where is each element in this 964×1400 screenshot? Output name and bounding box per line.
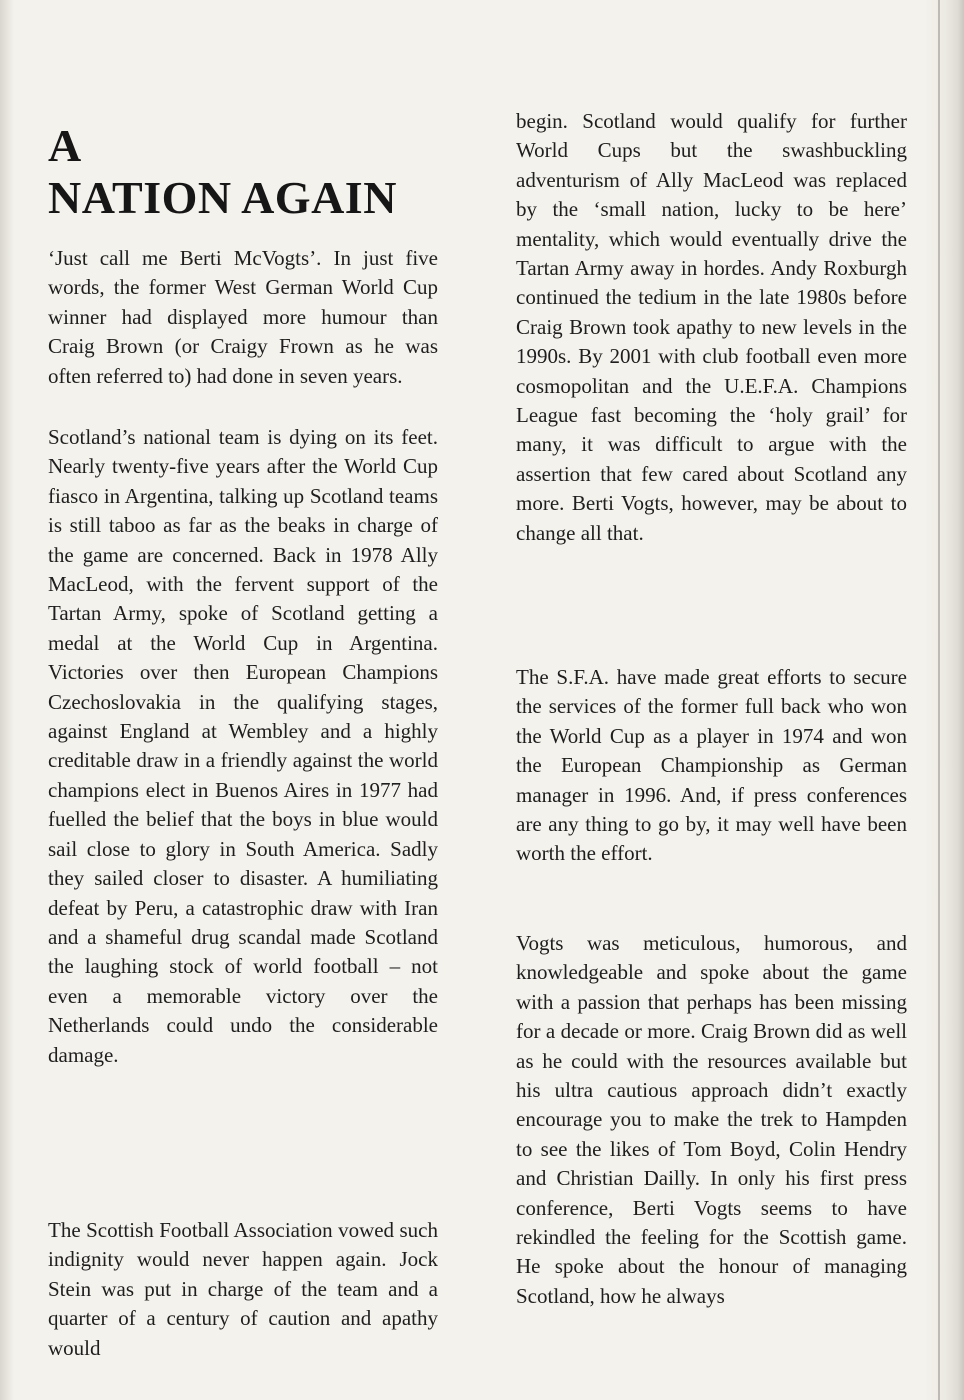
paragraph-4: The S.F.A. have made great efforts to secure the services of the former full back who won the World Cup as a player in 1974 and won the European Championship as German manager in 1996. And, if press conferences are any thing to go by, it may well have been worth the effort. — [516, 665, 907, 866]
article-headline — [48, 120, 438, 224]
right-page-edge — [924, 0, 964, 1400]
paragraph-3-part-1: The Scottish Football Association vowed such indignity would never happen again. Jock Stein was put in charge of the team and a quarter of a century of caution and apathy would — [48, 1218, 438, 1360]
paragraph-2: Scotland’s national team is dying on its feet. Nearly twenty-five years after the World Cup fiasco in Argentina, talking up Scotland teams is still taboo as far as the beaks in charge of the game are concerned. Back in 1978 Ally MacLeod, with the fervent support of the Tartan Army, spoke of Scotland getting a medal at the World Cup in Argentina. Victories over then European Champions Czechoslovakia in the qualifying stages, against England at Wembley and a highly creditable draw in a friendly against the world champions elect in Buenos Aires in 1977 had fuelled the belief that the boys in blue would sail close to glory in South America. Sadly they sailed closer to disaster. A humiliating defeat by Peru, a catastrophic draw with Iran and a shameful drug scandal made Scotland the laughing stock of world football – not even a memorable victory over the Netherlands could undo the considerable damage. — [48, 425, 438, 1067]
headline-line-2: NATION AGAIN — [48, 172, 397, 223]
page-fold-line — [938, 0, 940, 1400]
paragraph-3-part-2: begin. Scotland would qualify for further World Cups but the swashbuckling adventurism of Ally MacLeod was replaced by the ‘small nation, lucky to be here’ mentality, which would eventually drive the Tartan Army away in hordes. Andy Roxburgh continued the tedium in the late 1980s before Craig Brown took apathy to new levels in the 1990s. By 2001 with club football even more cosmopolitan and the U.E.F.A. Champions League fast becoming the ‘holy grail’ for many, it was difficult to argue with the assertion that few cared about Scotland any more. Berti Vogts, however, may be about to change all that. — [516, 109, 907, 545]
left-page-shadow — [0, 0, 14, 1400]
headline-line-1: A — [48, 120, 82, 171]
paragraph-5: Vogts was meticulous, humorous, and knowledgeable and spoke about the game with a passion that perhaps has been missing for a decade or more. Craig Brown did as well as he could with the resources available but his ultra cautious approach didn’t exactly encourage you to make the trek to Hampden to see the likes of Tom Boyd, Colin Hendry and Christian Dailly. In only his first press conference, Berti Vogts seems to have rekindled the feeling for the Scottish game. He spoke about the honour of managing Scotland, how he always — [516, 931, 907, 1308]
paragraph-1: ‘Just call me Berti McVogts’. In just five words, the former West German World Cup winner had displayed more humour than Craig Brown (or Craigy Frown as he was often referred to) had done in seven years. — [48, 246, 438, 388]
